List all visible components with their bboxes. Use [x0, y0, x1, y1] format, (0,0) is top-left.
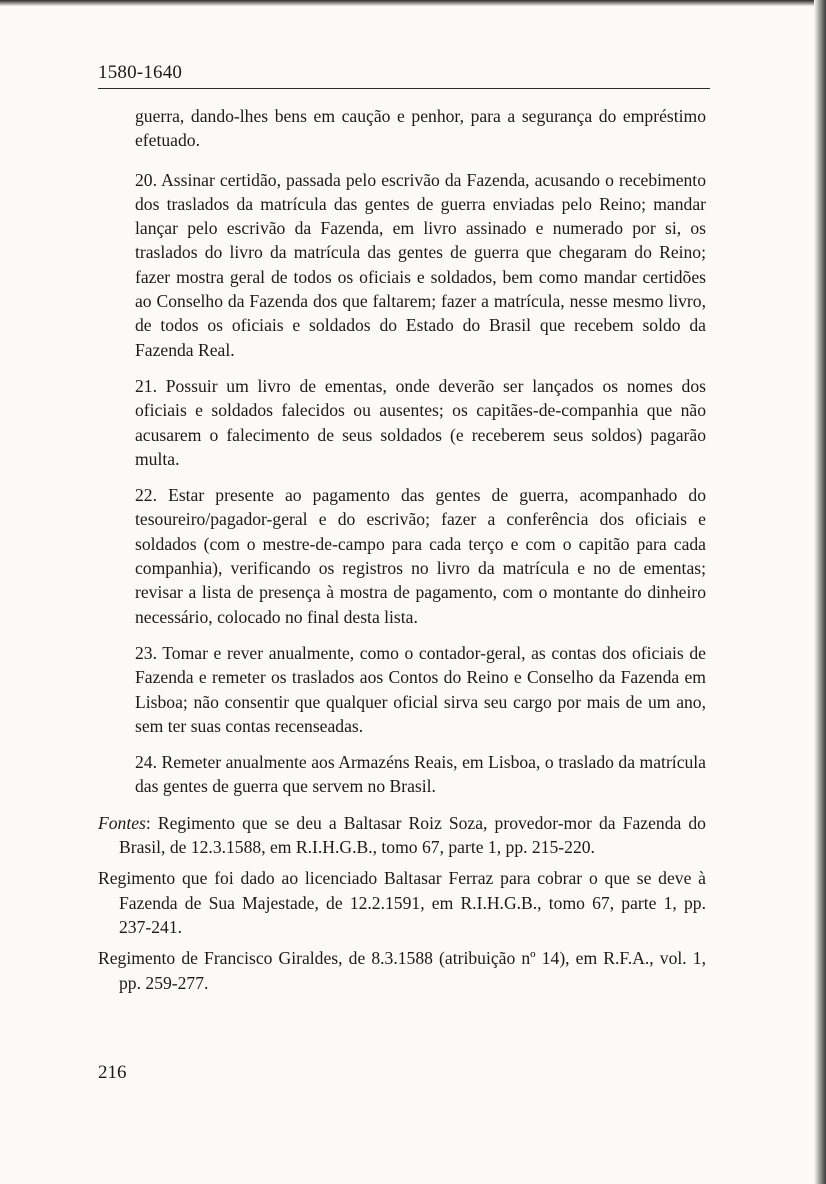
scan-right-edge [814, 0, 826, 1184]
continued-paragraph [98, 104, 706, 153]
body-text [98, 104, 706, 1002]
numbered-item-20 [98, 168, 706, 362]
running-head: 1580-1640 [98, 62, 183, 83]
source-entry: Fontes: Regimento que se deu a Baltasar Roiz Soza, provedor-mor da Fazenda do Brasil, de 12.3.1588, em R.I.H.G.B., tomo 67, parte 1, pp. 215-220. [98, 812, 706, 858]
scan-top-edge [0, 0, 826, 6]
page-number: 216 [98, 1062, 127, 1083]
paragraph-text: 22. Estar presente ao pagamento das gentes de guerra, acompanhado do tesoureiro/pagador-geral e do escrivão; fazer a conferência dos oficiais e soldados (com o mestre-de-campo para cada terço e com o capitão para cada companhia), verificando os registros no livro da matrícula e no de ementas; revisar a lista de presença à mostra de pagamento, com o montante do dinheiro necessário, colocado no final desta lista. [135, 485, 706, 627]
sources-label: Fontes [98, 812, 146, 833]
source-entry [98, 866, 706, 939]
paragraph-text: 23. Tomar e rever anualmente, como o contador-geral, as contas dos oficiais de Fazenda e remeter os traslados aos Contos do Reino e Conselho da Fazenda em Lisboa; não consentir que qualquer oficial sirva seu cargo por mais de um ano, sem ter suas contas recenseadas. [135, 642, 706, 736]
paragraph-text: guerra, dando-lhes bens em caução e penhor, para a segurança do empréstimo efetuado. [135, 106, 706, 151]
source-text: Regimento de Francisco Giraldes, de 8.3.1588 (atribuição nº 14), em R.F.A., vol. 1, pp. 259-277. [98, 948, 706, 993]
source-text: Regimento que foi dado ao licenciado Baltasar Ferraz para cobrar o que se deve à Fazenda de Sua Majestade, de 12.2.1591, em R.I.H.G.B., tomo 67, parte 1, pp. 237-241. [98, 868, 706, 937]
numbered-item-24 [98, 750, 706, 799]
numbered-item-23 [98, 641, 706, 738]
numbered-item-21 [98, 374, 706, 471]
source-entry [98, 946, 706, 995]
numbered-item-22 [98, 483, 706, 629]
paragraph-text: 20. Assinar certidão, passada pelo escrivão da Fazenda, acusando o recebimento dos traslados da matrícula das gentes de guerra enviadas pelo Reino; mandar lançar pelo escrivão da Fazenda, em livro assinado e numerado por si, os traslados do livro da matrícula das gentes de guerra que chegaram do Reino; fazer mostra geral de todos os oficiais e soldados, bem como mandar certidões ao Conselho da Fazenda dos que faltarem; fazer a matrícula, nesse mesmo livro, de todos os oficiais e soldados do Estado do Brasil que recebem soldo da Fazenda Real. [135, 169, 706, 360]
sources-section [98, 811, 706, 995]
paragraph-text: 21. Possuir um livro de ementas, onde deverão ser lançados os nomes dos oficiais e soldados falecidos ou ausentes; os capitães-de-companhia que não acusarem o falecimento de seus soldados (e receberem seus soldos) pagarão multa. [135, 375, 706, 469]
source-text: Regimento que se deu a Baltasar Roiz Soza, provedor-mor da Fazenda do Brasil, de 12.3.1588, em R.I.H.G.B., tomo 67, parte 1, pp. 215-220. [119, 812, 706, 858]
header-rule [98, 88, 710, 89]
paragraph-text: 24. Remeter anualmente aos Armazéns Reais, em Lisboa, o traslado da matrícula das gentes de guerra que servem no Brasil. [135, 752, 706, 797]
